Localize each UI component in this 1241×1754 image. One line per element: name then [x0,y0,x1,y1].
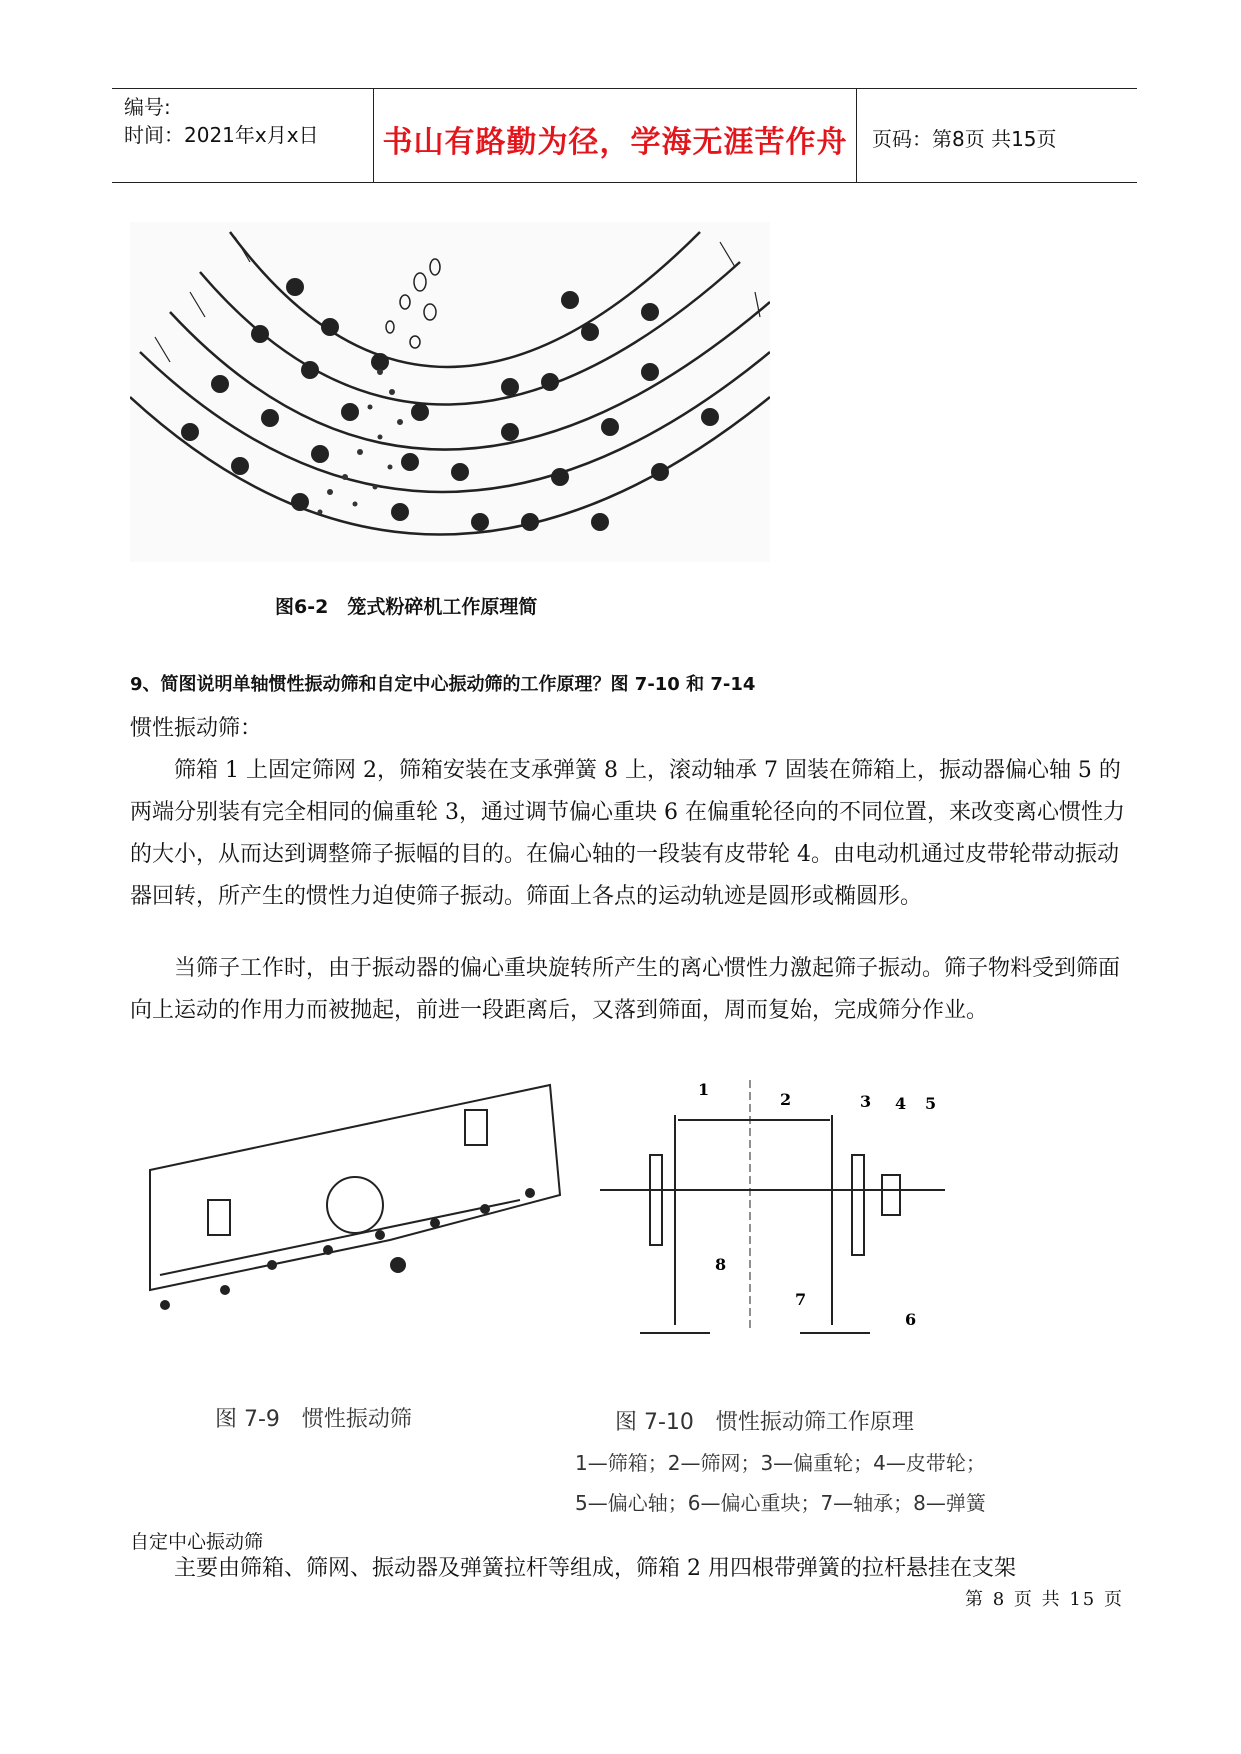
diagram-label: 7 [795,1290,807,1309]
diagram-label: 1 [698,1080,710,1099]
vibrating-screen-diagram [140,1075,600,1325]
figure-legend: 5—偏心轴；6—偏心重块；7—轴承；8—弹簧 [575,1491,986,1515]
figure-caption-right: 图 7-10 惯性振动筛工作原理 [615,1410,914,1435]
section-title: 惯性振动筛： [130,716,263,741]
body-paragraph: 筛箱 1 上固定筛网 2，筛箱安装在支承弹簧 8 上，滚动轴承 7 固装在筛箱上，振动器偏心轴 5 的两端分别装有完全相同的偏重轮 3，通过调节偏心重块 6 在偏重轮径向的不同位置，来改变离心惯性力的大小，从而达到调整筛子振幅的目的。在偏心轴的一段装有皮带轮 4。由电动机通过皮带轮带动振动器回转，所产生的惯性力迫使筛子振动。筛面上各点的运动轨迹是圆形或椭圆形。 [130,758,1125,909]
date-line: 时间：2021年x月x日 [124,123,319,147]
question-heading: 9、简图说明单轴惯性振动筛和自定中心振动筛的工作原理？图 7-10 和 7-14 [130,674,756,695]
cage-mill-diagram [130,222,770,562]
figure-caption: 图6-2 笼式粉碎机工作原理简 [275,596,538,618]
header-left [124,93,374,149]
section-title: 自定中心振动筛 [130,1531,264,1553]
figure-caption-left: 图 7-9 惯性振动筛 [215,1407,412,1432]
header-divider [856,89,857,182]
diagram-label: 3 [860,1092,872,1111]
body-paragraph: 主要由筛箱、筛网、振动器及弹簧拉杆等组成，筛箱 2 用四根带弹簧的拉杆悬挂在支架 [174,1556,1016,1581]
diagram-label: 2 [780,1090,792,1109]
diagram-label: 6 [905,1310,917,1329]
page-header [112,88,1137,183]
screen-principle-diagram [600,1075,960,1355]
page-footer: 第 8 页 共 15 页 [965,1589,1124,1610]
figure-legend: 1—筛箱；2—筛网；3—偏重轮；4—皮带轮； [575,1451,986,1475]
body-paragraph: 当筛子工作时，由于振动器的偏心重块旋转所产生的离心惯性力激起筛子振动。筛子物料受到筛面向上运动的作用力而被抛起，前进一段距离后，又落到筛面，周而复始，完成筛分作业。 [130,956,1121,1023]
diagram-label: 8 [715,1255,727,1274]
number-label: 编号: [124,95,171,119]
diagram-label: 4 [895,1094,907,1113]
diagram-label: 5 [925,1094,937,1113]
header-motto: 书山有路勤为径，学海无涯苦作舟 [382,125,848,160]
page-info: 页码：第8页 共15页 [872,127,1057,151]
